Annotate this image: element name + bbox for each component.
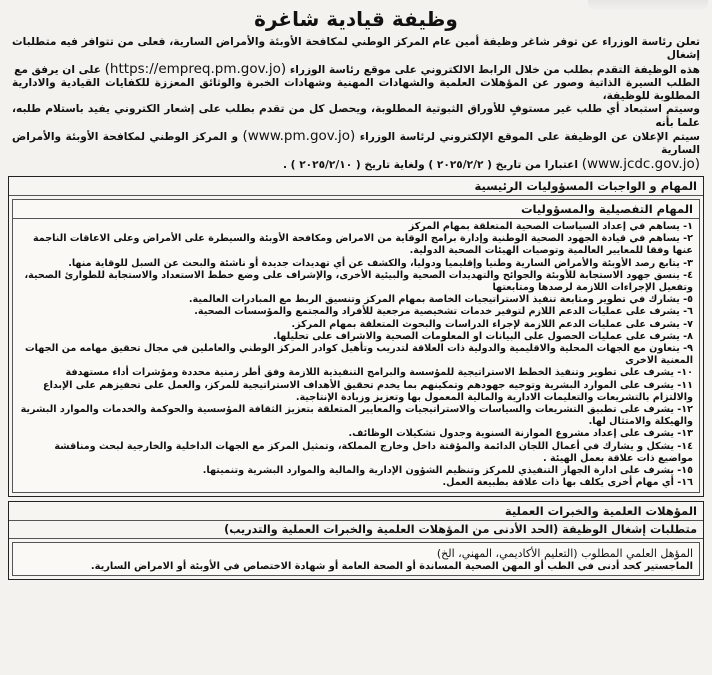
duties-detail-box bbox=[12, 199, 700, 493]
jcdc-website-link[interactable]: (www.jcdc.gov.jo) bbox=[581, 155, 700, 172]
intro-line bbox=[12, 130, 700, 158]
duty-item: ١- يساهم في إعداد السياسات الصحية المتعلقة بمهام المركز bbox=[408, 220, 693, 232]
intro-line: الطلب السيرة الذاتية وصور عن المؤهلات العلمية والشهادات المهنية وشهادات الخبرة والوثائق المعززة للكفايات القيادية والادارية المطلوبة للوظيفة، bbox=[12, 76, 700, 103]
duty-item: ١٤- يشكل و يشارك في أعمال اللجان الدائمة والمؤقتة داخل وخارج المملكة، وتمثيل المركز مع الجهات الداخلية والخارجية لبحث ومناقشة مواضيع ذات علاقة بعمل الهيئة . bbox=[54, 440, 693, 464]
duty-item: ٨- يشرف على عمليات الحصول على البيانات او المعلومات الصحية والاشراف على تحليلها. bbox=[273, 330, 693, 342]
duty-item: ٥- يشارك في تطوير ومتابعة تنفيذ الاستراتيجيات الخاصة بمهام المركز وتنسيق الربط مع المبادرات العالمية. bbox=[188, 294, 693, 306]
duty-item: ٦- يشرف على عمليات الدعم اللازم لتوفير خدمات تشخيصية مرجعية للأفراد والمجتمع والمؤسسات الصحية. bbox=[194, 306, 693, 318]
intro-line: تعلن رئاسة الوزراء عن توفر شاغر وظيفة أمين عام المركز الوطني لمكافحة الأوبئة والأمراض السارية، فعلى من تتوافر فيه متطلبات إشغال bbox=[12, 36, 700, 62]
scan-artifact bbox=[588, 0, 708, 10]
degree-text: الماجستير كحد أدنى في الطب أو المهن الصحية المساندة أو الصحة العامة أو شهادة الاختصاص في الأوبئة أو الامراض السارية. bbox=[90, 561, 693, 573]
intro-paragraph bbox=[8, 36, 704, 172]
pm-website-link[interactable]: (www.pm.gov.jo) bbox=[242, 128, 356, 145]
intro-line bbox=[12, 60, 700, 77]
qualifications-requirements: متطلبات إشغال الوظيفة (الحد الأدنى من المؤهلات العلمية والخبرات العملية والتدريب) bbox=[9, 521, 703, 539]
application-link[interactable]: (https://empreq.pm.gov.jo) bbox=[104, 60, 287, 77]
duty-item: ٩- يتعاون مع الجهات المحلية والاقليمية والدولية ذات العلاقة لتدريب وتأهيل كوادر المركز الوطني والعاملين في مجال تحقيق مهامه من الجهات المعنية الاخرى bbox=[25, 343, 693, 367]
duty-item: ١٦- أي مهام أخرى يكلف بها ذات علاقة بطبيعة العمل. bbox=[442, 477, 693, 489]
duty-item: ١١- يشرف على الموارد البشرية وتوجيه جهودهم وتمكينهم بما يخدم تحقيق الأهداف الاستراتيجية للمركز، والعمل على تحفيزهم على الإبداع والالتزام بالتشريعات والتعليمات الادارية والمالية المعمول بها وتعزيز وزيادة الإنتاجية. bbox=[43, 379, 693, 403]
duties-section bbox=[8, 176, 704, 497]
intro-text: هذه الوظيفة التقدم بطلب من خلال الرابط الالكتروني على موقع رئاسة الوزراء bbox=[289, 63, 700, 76]
qualifications-section bbox=[8, 501, 704, 580]
duties-detail-heading: المهام التفصيلية والمسؤوليات bbox=[13, 200, 699, 219]
intro-text: سيتم الإعلان عن الوظيفة على الموقع الإلكتروني لرئاسة الوزراء bbox=[359, 131, 700, 144]
duty-item: ٤- ينسق جهود الاستجابة للأوبئة والجوائح والتهديدات الصحية والبيئية الأخرى، والإشراف على وضع خطط الاستعداد والاستجابة للطوارئ الصحية، وتفعيل الإجراءات اللازمة لرصدها ومتابعتها bbox=[24, 269, 693, 293]
degree-box bbox=[12, 542, 700, 576]
date-range-text: اعتبارا من تاريخ ( ٢٠٢٥/٢/٢ ) ولغاية تاريخ ( ٢٠٢٥/٢/١٠ ) . bbox=[282, 158, 579, 171]
intro-line bbox=[12, 155, 700, 172]
duty-item: ١٢- يشرف على تطبيق التشريعات والسياسات والاستراتيجيات والمعايير المتعلقة بتعزيز الثقافة المؤسسية والحوكمة والخدمات والموارد البشرية والهيكلة والامتثال لها. bbox=[20, 404, 693, 428]
intro-line: وسيتم استبعاد أي طلب غير مستوفٍ للأوراق الثبوتية المطلوبة، ويحصل كل من تقدم بطلب على إشعار الكتروني يفيد باستلام طلبه، علما بأنه bbox=[12, 103, 700, 129]
duty-item: ٧- يشرف على عمليات الدعم اللازمة لإجراء الدراسات والبحوث المتعلقة بمهام المركز. bbox=[291, 318, 693, 330]
degree-heading: المؤهل العلمي المطلوب (التعليم الأكاديمي، المهني، الخ) bbox=[436, 547, 693, 561]
qualifications-heading: المؤهلات العلمية والخبرات العملية bbox=[9, 502, 703, 521]
duties-main-heading: المهام و الواجبات المسؤوليات الرئيسية bbox=[9, 177, 703, 196]
intro-text: و المركز الوطني لمكافحة الأوبئة والأمراض السارية bbox=[12, 131, 700, 157]
duty-item: ١٣- يشرف على إعداد مشروع الموازنة السنوية وجدول تشكيلات الوظائف. bbox=[348, 428, 693, 440]
duties-list bbox=[13, 219, 699, 492]
duty-item: ١٠- يشرف على تطوير وتنفيذ الخطط الاستراتيجية للمؤسسة والبرامج التنفيذية اللازمة وفق أطر زمنية محددة ومؤشرات أداء مستهدفة bbox=[65, 367, 693, 379]
duty-item: ٣- يتابع رصد الأوبئة والأمراض السارية وطنيا وإقليميا ودوليا، والكشف عن أي تهديدات جديدة أو ناشئة والبحث عن السبل للوقاية منها. bbox=[68, 257, 693, 269]
intro-text: على ان يرفق مع bbox=[14, 63, 101, 76]
duty-item: ٢- يساهم في قيادة الجهود الصحية الوطنية وإدارة برامج الوقاية من الامراض ومكافحة الأوبئة والسيطرة على الأمراض وعلى الاعاقات الناجمة عنها وفقا للمعايير العالمية وتوصيات الهيئات الصحية الدولية. bbox=[32, 233, 693, 257]
page-title: وظيفة قيادية شاغرة bbox=[254, 7, 458, 31]
duty-item: ١٥- يشرف على ادارة الجهاز التنفيذي للمركز وتنظيم الشؤون الإدارية والمالية والموارد البشرية وتنميتها. bbox=[202, 465, 693, 477]
